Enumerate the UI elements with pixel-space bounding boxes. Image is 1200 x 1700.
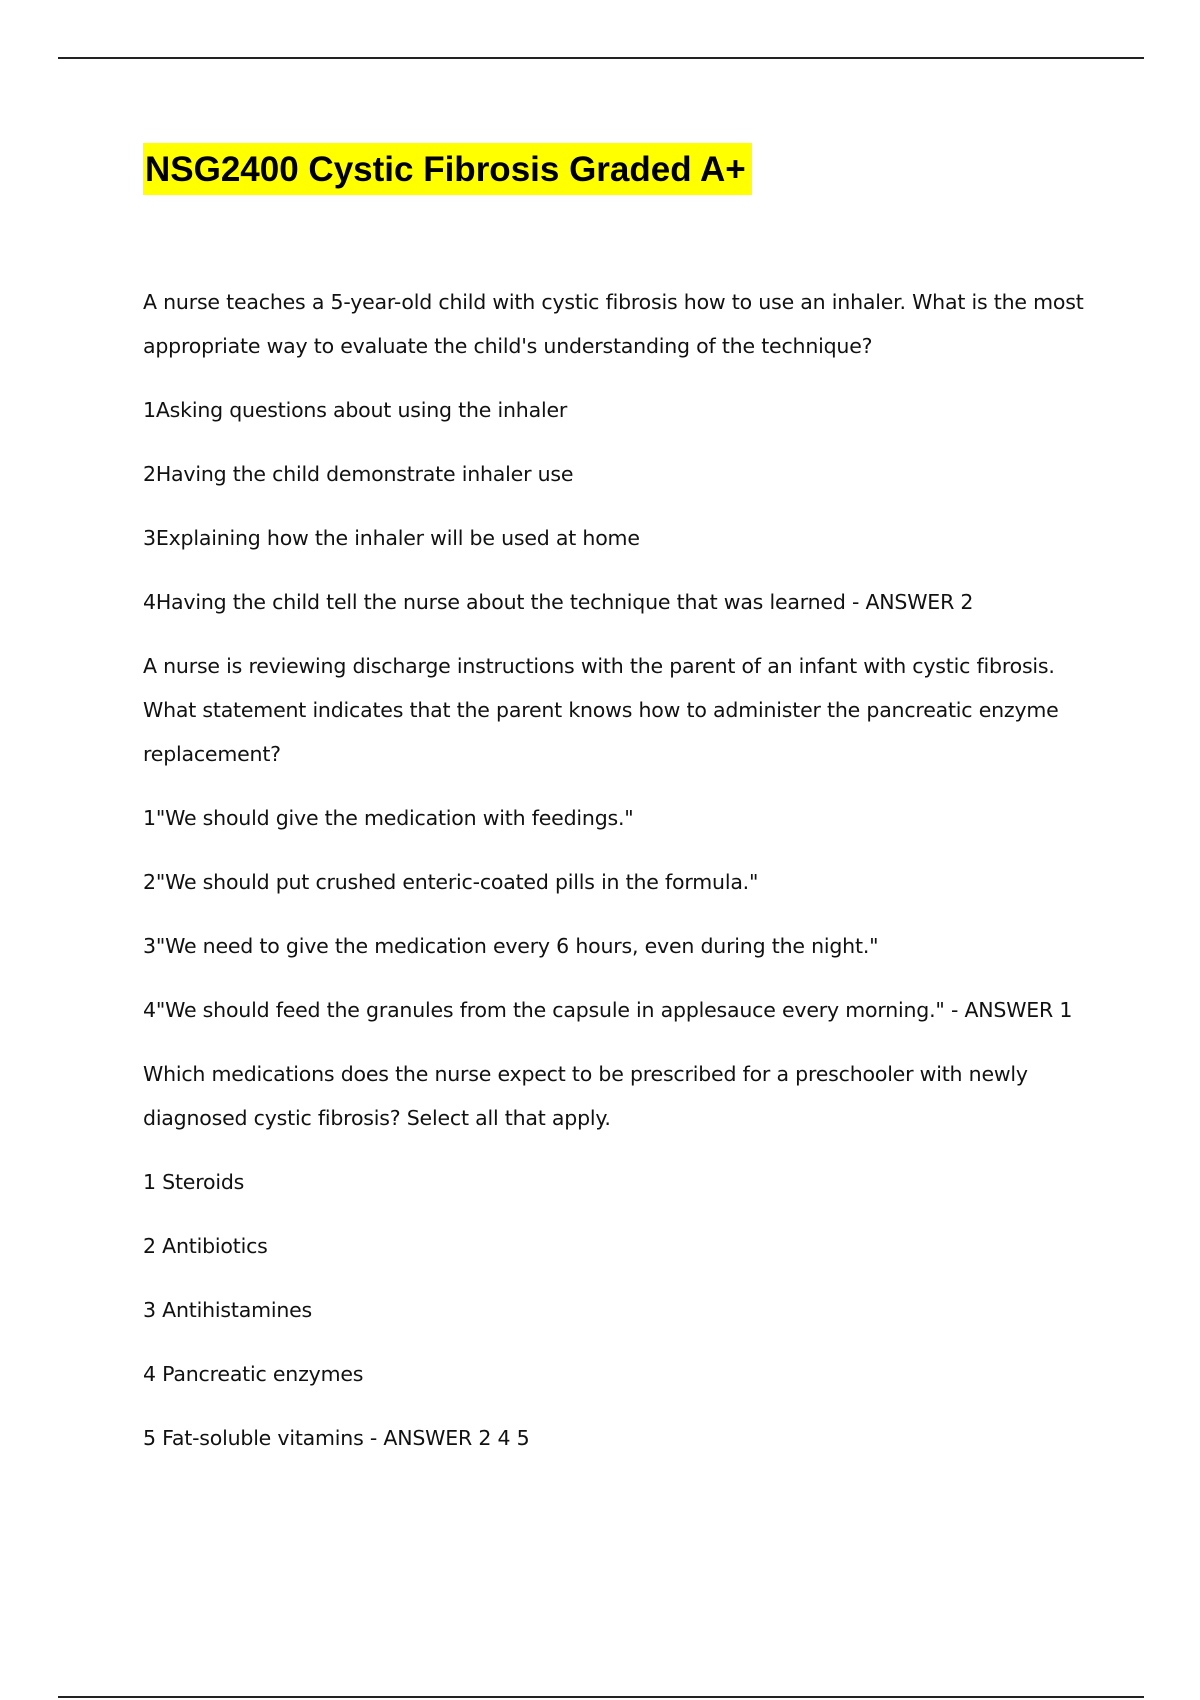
question-3-option-5-answer: 5 Fat-soluble vitamins - ANSWER 2 4 5 [143, 1426, 530, 1450]
question-2-text: A nurse is reviewing discharge instructions with the parent of an infant with cystic fibrosis. What statement indicates that the parent knows how to administer the pancreatic enzyme replacement? [143, 654, 1059, 766]
question-2-option-4-answer: 4"We should feed the granules from the capsule in applesauce every morning." - ANSWER 1 [143, 998, 1073, 1022]
document-content [143, 280, 1103, 1460]
question-3-text: Which medications does the nurse expect to be prescribed for a preschooler with newly diagnosed cystic fibrosis? Select all that apply. [143, 1062, 1028, 1130]
question-2-option-2: 2"We should put crushed enteric-coated pills in the formula." [143, 870, 759, 894]
question-3-option-3: 3 Antihistamines [143, 1298, 313, 1322]
question-1-text: A nurse teaches a 5-year-old child with cystic fibrosis how to use an inhaler. What is the most appropriate way to evaluate the child's understanding of the technique? [143, 290, 1084, 358]
question-1-option-4-answer: 4Having the child tell the nurse about the technique that was learned - ANSWER 2 [143, 590, 974, 614]
top-rule [58, 57, 1144, 59]
document-title: NSG2400 Cystic Fibrosis Graded A+ [143, 143, 752, 195]
question-1-option-2: 2Having the child demonstrate inhaler use [143, 462, 574, 486]
question-2-option-1: 1"We should give the medication with feedings." [143, 806, 634, 830]
document-page [143, 143, 1103, 1480]
question-1-option-3: 3Explaining how the inhaler will be used at home [143, 526, 640, 550]
question-1-option-1: 1Asking questions about using the inhaler [143, 398, 568, 422]
question-3-option-4: 4 Pancreatic enzymes [143, 1362, 364, 1386]
question-3-option-2: 2 Antibiotics [143, 1234, 268, 1258]
question-3-option-1: 1 Steroids [143, 1170, 245, 1194]
question-2-option-3: 3"We need to give the medication every 6 hours, even during the night." [143, 934, 879, 958]
bottom-rule [58, 1696, 1144, 1698]
